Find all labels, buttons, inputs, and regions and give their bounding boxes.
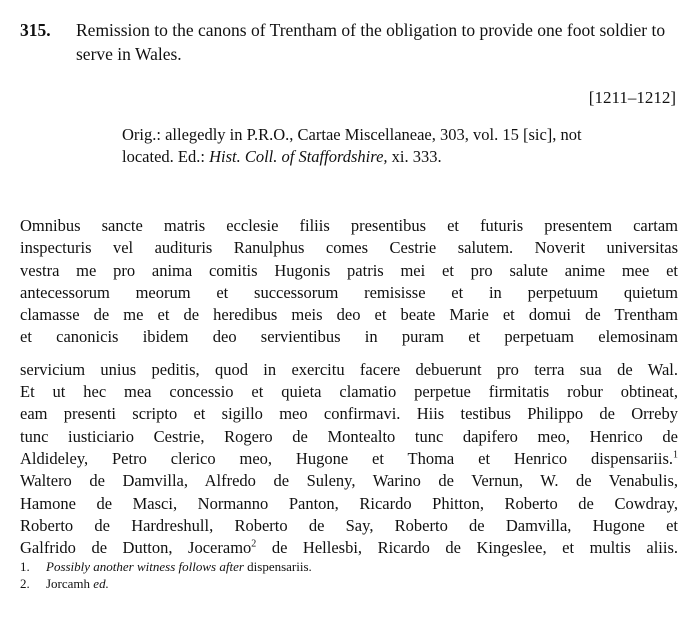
source-note	[122, 124, 592, 168]
footnote-number: 2.	[20, 576, 30, 591]
footnote-number: 1.	[20, 559, 30, 574]
entry-number: 315.	[20, 20, 51, 40]
text-line: Et ut hec mea concessio et quieta clamatio perpetue firmitatis robur obtineat,	[20, 382, 678, 402]
source-orig: Orig.: allegedly in P.R.O., Cartae Miscellaneae, 303, vol. 15 [sic], not located. Ed.:	[122, 125, 582, 166]
text-line: Omnibus sancte matris ecclesie filiis presentibus et futuris presentem cartam	[20, 216, 678, 235]
footnote-italic: ed.	[90, 576, 109, 591]
footnote-italic: Possibly another witness follows after	[46, 559, 244, 574]
text-line-content: Galfrido de Dutton, Joceramo	[20, 538, 252, 558]
footnote-1	[20, 558, 680, 575]
text-line-with-footnote	[20, 537, 678, 559]
footnote-marker-2: 2	[251, 538, 257, 550]
text-line: antecessorum meorum et successorum remisisse et in perpetuum quietum	[20, 282, 678, 302]
text-line-with-footnote	[20, 448, 678, 470]
footnote-text: Jorcamh	[46, 576, 91, 591]
text-line: Roberto de Hardreshull, Roberto de Say, Roberto de Damvilla, Hugone et	[20, 515, 678, 535]
source-edition-ref: xi. 333.	[387, 147, 442, 166]
text-line-content: de Hellesbi, Ricardo de Kingeslee, et multis aliis.	[256, 538, 678, 558]
text-line: Hamone de Masci, Normanno Panton, Ricardo Phitton, Roberto de Cowdray,	[20, 493, 678, 513]
footnote-text: dispensariis.	[243, 559, 312, 574]
footnote-2	[20, 575, 680, 592]
entry-date: [1211–1212]	[588, 88, 676, 107]
entry-title: Remission to the canons of Trentham of the obligation to provide one foot soldier to serve in Wales.	[76, 20, 666, 64]
footnotes	[20, 558, 680, 592]
text-line: clamasse de me et de heredibus meis deo et beate Marie et domui de Trentham	[20, 305, 678, 325]
text-line: tunc iusticiario Cestrie, Rogero de Montealto tunc dapifero meo, Henrico de	[20, 426, 678, 446]
text-line-content: Aldideley, Petro clerico meo, Hugone et Thoma et Henrico dispensariis.	[20, 448, 673, 468]
text-line: inspecturis vel audituris Ranulphus comes Cestrie salutem. Noverit universitas	[20, 238, 678, 258]
text-line: Waltero de Damvilla, Alfredo de Suleny, Warino de Vernun, W. de Venabulis,	[20, 471, 678, 491]
text-line: vestra me pro anima comitis Hugonis patris mei et pro salute anime mee et	[20, 260, 678, 280]
text-line: eam presenti scripto et sigillo meo confirmavi. Hiis testibus Philippo de Orreby	[20, 404, 678, 424]
text-line: et canonicis ibidem deo servientibus in puram et perpetuam elemosinam	[20, 327, 678, 347]
footnote-marker-1: 1	[673, 449, 678, 461]
text-line: servicium unius peditis, quod in exercitu facere debuerunt pro terra sua de Wal.	[20, 359, 678, 379]
charter-text	[20, 215, 678, 559]
source-edition-title: Hist. Coll. of Staffordshire,	[209, 147, 388, 166]
